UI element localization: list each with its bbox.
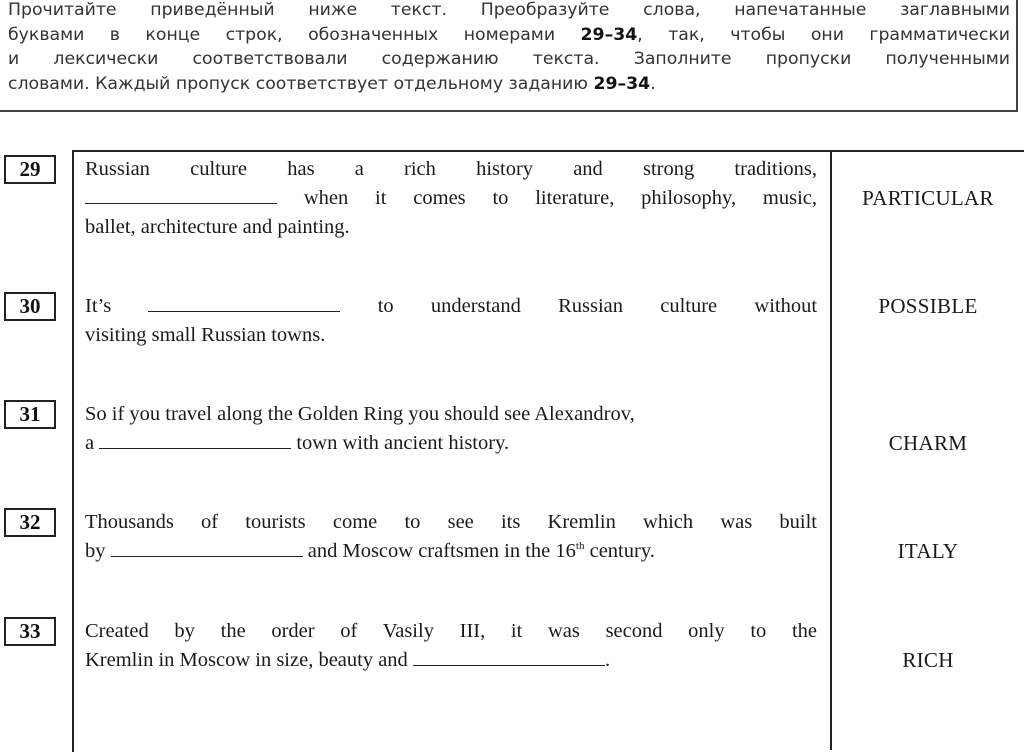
task-range: 29–34 (580, 24, 638, 45)
instructions-line-1: Прочитайте приведённый ниже текст. Преобразуйте слова, напечатанные заглавными (8, 0, 1010, 20)
task-number-33: 33 (4, 617, 56, 646)
answer-blank-30[interactable] (148, 295, 340, 312)
task-text-29: Russian culture has a rich history and strong traditions, when it comes to literature, philosophy, music, ballet, architecture and painting. (85, 158, 817, 238)
task-text-32: Thousands of tourists come to see its Kremlin which was built by and Moscow craftsmen in the 16th century. (85, 511, 817, 562)
instructions-line-4: словами. Каждый пропуск соответствует отдельному заданию 29–34. (8, 73, 656, 94)
task-number-32: 32 (4, 508, 56, 537)
answer-blank-29[interactable] (85, 187, 277, 204)
keyword-32: ITALY (897, 539, 959, 563)
keyword-33: RICH (902, 648, 954, 672)
keyword-31: CHARM (888, 431, 968, 455)
instructions-box (0, 0, 1018, 112)
task-number-31: 31 (4, 400, 56, 429)
keyword-30: POSSIBLE (878, 294, 978, 318)
answer-blank-33[interactable] (413, 649, 605, 666)
instructions-line-2: буквами в конце строк, обозначенных номерами 29–34, так, чтобы они грамматически (8, 24, 1010, 45)
task-number-30: 30 (4, 292, 56, 321)
instructions-line-3: и лексически соответствовали содержанию текста. Заполните пропуски полученными (8, 49, 1010, 69)
answer-blank-32[interactable] (111, 540, 303, 557)
task-text-30: It’s to understand Russian culture without visiting small Russian towns. (85, 295, 818, 346)
keyword-29: PARTICULAR (862, 186, 994, 210)
task-text-33: Created by the order of Vasily III, it was second only to the Kremlin in Moscow in size, beauty and . (85, 620, 817, 671)
answer-blank-31[interactable] (99, 432, 291, 449)
task-range: 29–34 (593, 73, 651, 94)
task-number-29: 29 (4, 155, 56, 184)
task-text-31: So if you travel along the Golden Ring you should see Alexandrov, a town with ancient history. (85, 403, 635, 454)
